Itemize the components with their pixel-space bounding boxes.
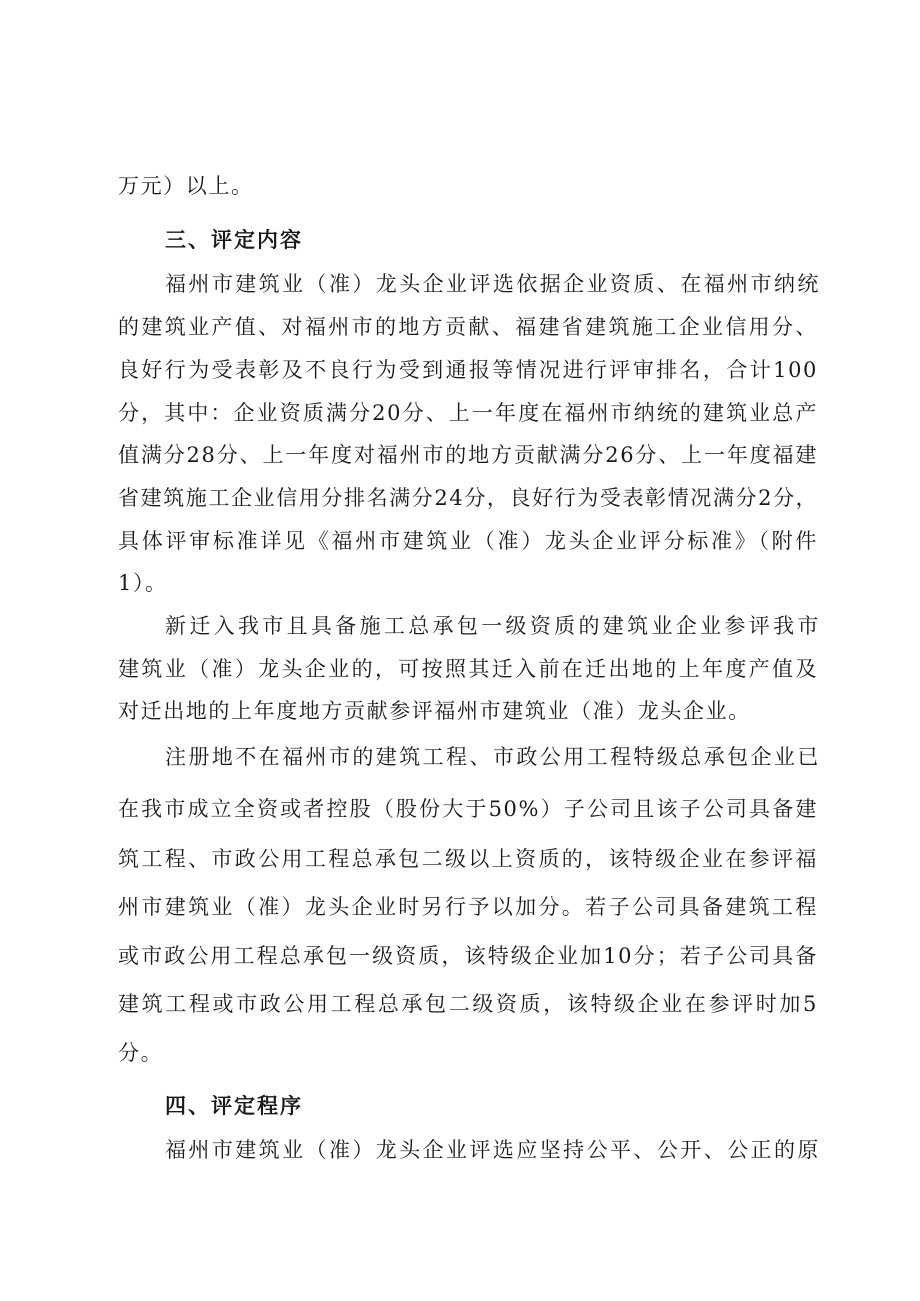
paragraph-line: 具体评审标准详见《福州市建筑业（准）龙头企业评分标准》（附件 <box>118 529 818 553</box>
paragraph-line: 筑工程、市政公用工程总承包二级以上资质的，该特级企业在参评福 <box>118 847 818 871</box>
paragraph-line: 分。 <box>118 1041 164 1065</box>
paragraph-line: 或市政公用工程总承包一级资质，该特级企业加10分；若子公司具备 <box>118 944 818 968</box>
paragraph-line: 福州市建筑业（准）龙头企业评选应坚持公平、公开、公正的原 <box>165 1138 820 1162</box>
paragraph-line: 在我市成立全资或者控股（股份大于50%）子公司且该子公司具备建 <box>118 797 818 821</box>
paragraph-line: 万元）以上。 <box>118 174 254 198</box>
paragraph-line: 1）。 <box>118 571 168 595</box>
paragraph-line: 建筑工程或市政公用工程总承包二级资质，该特级企业在参评时加5 <box>118 992 818 1016</box>
paragraph-line: 新迁入我市且具备施工总承包一级资质的建筑业企业参评我市 <box>165 614 820 638</box>
paragraph-line: 良好行为受表彰及不良行为受到通报等情况进行评审排名，合计100 <box>118 358 818 382</box>
paragraph-line: 分，其中：企业资质满分20分、上一年度在福州市纳统的建筑业总产 <box>118 401 818 425</box>
paragraph-line: 的建筑业产值、对福州市的地方贡献、福建省建筑施工企业信用分、 <box>118 315 818 339</box>
paragraph-line: 州市建筑业（准）龙头企业时另行予以加分。若子公司具备建筑工程 <box>118 895 818 919</box>
paragraph-line: 建筑业（准）龙头企业的，可按照其迁入前在迁出地的上年度产值及 <box>118 657 818 681</box>
paragraph-line: 省建筑施工企业信用分排名满分24分，良好行为受表彰情况满分2分， <box>118 486 819 510</box>
paragraph-line: 注册地不在福州市的建筑工程、市政公用工程特级总承包企业已 <box>165 745 820 769</box>
paragraph-line: 对迁出地的上年度地方贡献参评福州市建筑业（准）龙头企业。 <box>118 699 751 723</box>
paragraph-line: 福州市建筑业（准）龙头企业评选依据企业资质、在福州市纳统 <box>165 272 820 296</box>
paragraph-line: 值满分28分、上一年度对福州市的地方贡献满分26分、上一年度福建 <box>118 443 818 467</box>
section-heading-3: 三、评定内容 <box>165 228 303 252</box>
section-heading-4: 四、评定程序 <box>165 1094 303 1118</box>
